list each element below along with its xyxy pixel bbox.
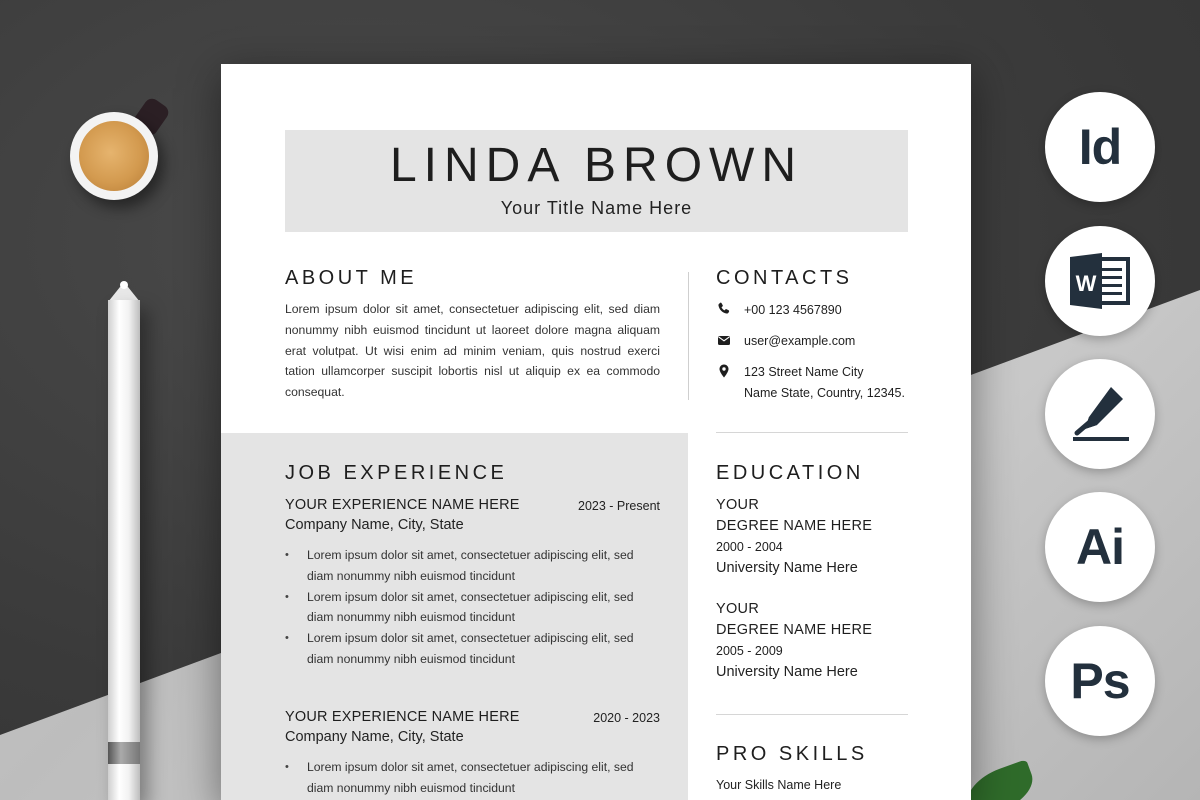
illustrator-label: Ai	[1076, 519, 1124, 575]
experience-heading: JOB EXPERIENCE	[285, 462, 508, 484]
coffee-cup	[70, 112, 158, 200]
skill-item: Your Skills Name Here	[716, 778, 842, 792]
phone-number[interactable]: +00 123 4567890	[744, 303, 842, 317]
phone-icon	[716, 301, 732, 317]
column-divider	[688, 272, 689, 400]
address	[744, 362, 905, 404]
indesign-label: Id	[1078, 119, 1122, 175]
word-badge-letter: W	[1075, 271, 1097, 296]
map-pin-icon	[716, 363, 732, 379]
coffee	[79, 121, 149, 191]
candidate-title: Your Title Name Here	[500, 198, 693, 218]
skills-heading: PRO SKILLS	[716, 743, 868, 765]
stylus-pencil	[108, 300, 140, 800]
job-title: YOUR EXPERIENCE NAME HERE	[285, 497, 520, 513]
degree-line-1: YOUR	[716, 497, 760, 513]
job-entry-1	[285, 497, 660, 670]
about-text: Lorem ipsum dolor sit amet, consectetuer adipiscing elit, sed diam nonummy nibh euismod tincidunt ut laoreet dolore magna aliquam erat volutpat. Ut wisi enim ad minim veniam, quis nostrud exerci tation ullamcorper suscipit lobortis nisl ut aliquip ex ea commodo consequat.	[285, 302, 660, 400]
contact-address	[716, 362, 905, 404]
contact-phone	[716, 300, 842, 321]
job-title: YOUR EXPERIENCE NAME HERE	[285, 709, 520, 725]
degree-line-1: YOUR	[716, 601, 760, 617]
pencil-band	[108, 742, 140, 764]
email-address[interactable]: user@example.com	[744, 334, 856, 348]
word-icon-glyph	[1068, 251, 1132, 311]
job-bullet: • Lorem ipsum dolor sit amet, consectetuer adipiscing elit, sed diam nonummy nibh euismod tincidunt	[285, 628, 660, 670]
job-dates: 2023 - Present	[578, 499, 660, 513]
job-bullet: • Lorem ipsum dolor sit amet, consectetuer adipiscing elit, sed diam nonummy nibh euismod tincidunt	[285, 545, 660, 587]
education-divider	[716, 714, 908, 715]
job-company: Company Name, City, State	[285, 729, 464, 745]
photoshop-label: Ps	[1070, 653, 1130, 709]
job-bullets	[285, 757, 660, 799]
degree-line-2: DEGREE NAME HERE	[716, 622, 873, 638]
contacts-divider	[716, 432, 908, 433]
job-bullet: • Lorem ipsum dolor sit amet, consectetuer adipiscing elit, sed diam nonummy nibh euismod tincidunt	[285, 757, 660, 799]
education-entry-1	[716, 495, 906, 579]
job-entry-2	[285, 709, 660, 799]
resume-header	[285, 130, 908, 232]
contact-email	[716, 331, 855, 352]
illustrator-icon	[1045, 492, 1155, 602]
pen-glyph	[1067, 381, 1133, 447]
address-line-2: Name State, Country, 12345.	[744, 386, 905, 400]
job-bullets	[285, 545, 660, 670]
contacts-heading: CONTACTS	[716, 267, 853, 289]
degree-line-2: DEGREE NAME HERE	[716, 518, 873, 534]
job-company: Company Name, City, State	[285, 517, 464, 533]
university-name: University Name Here	[716, 664, 858, 680]
about-heading: ABOUT ME	[285, 267, 418, 289]
address-line-1: 123 Street Name City	[744, 365, 864, 379]
education-years: 2000 - 2004	[716, 540, 783, 554]
word-icon	[1045, 226, 1155, 336]
envelope-icon	[716, 332, 732, 348]
job-dates: 2020 - 2023	[593, 711, 660, 725]
indesign-icon	[1045, 92, 1155, 202]
job-bullet: • Lorem ipsum dolor sit amet, consectetuer adipiscing elit, sed diam nonummy nibh euismod tincidunt	[285, 587, 660, 629]
candidate-name: LINDA BROWN	[389, 139, 804, 192]
education-years: 2005 - 2009	[716, 644, 783, 658]
photoshop-icon	[1045, 626, 1155, 736]
pen-edit-icon	[1045, 359, 1155, 469]
resume-page	[221, 64, 971, 800]
education-heading: EDUCATION	[716, 462, 864, 484]
university-name: University Name Here	[716, 560, 858, 576]
education-entry-2	[716, 599, 906, 683]
pencil-tip-dot	[120, 281, 128, 289]
